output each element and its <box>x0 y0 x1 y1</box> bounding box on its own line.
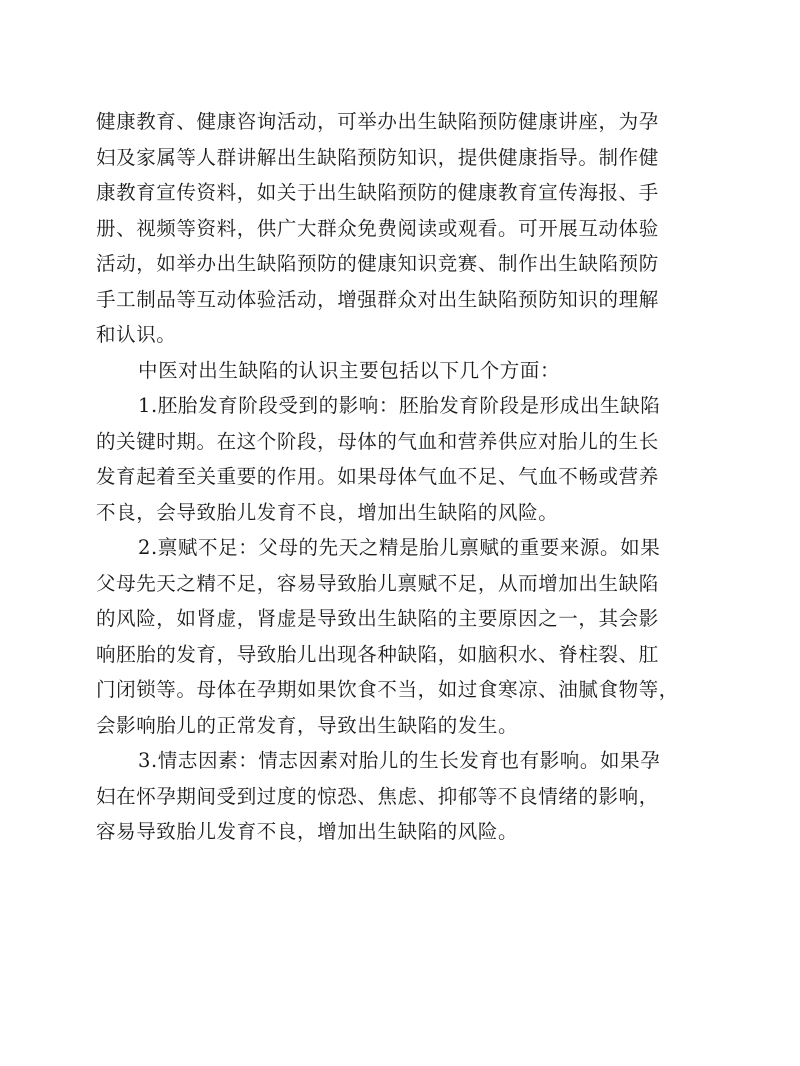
paragraph-item-3 <box>96 743 716 850</box>
text-line: 不良，会导致胎儿发育不良，增加出生缺陷的风险。 <box>96 500 559 524</box>
text-line: 健康教育、健康咨询活动，可举办出生缺陷预防健康讲座，为孕 <box>96 110 659 133</box>
text-line: 响胚胎的发育，导致胎儿出现各种缺陷，如脑积水、脊柱裂、肛 <box>96 642 659 666</box>
text-line: 中医对出生缺陷的认识主要包括以下几个方面： <box>138 358 561 382</box>
document-page <box>96 104 716 850</box>
text-line: 康教育宣传资料，如关于出生缺陷预防的健康教育宣传海报、手 <box>96 181 659 204</box>
text-line: 手工制品等互动体验活动，增强群众对出生缺陷预防知识的理解 <box>96 287 659 311</box>
text-line: 妇在怀孕期间受到过度的惊恐、焦虑、抑郁等不良情绪的影响， <box>96 784 659 808</box>
text-line: 和认识。 <box>96 323 177 346</box>
text-line: 的风险，如肾虚，肾虚是导致出生缺陷的主要原因之一，其会影 <box>96 607 659 630</box>
text-line: 发育起着至关重要的作用。如果母体气血不足、气血不畅或营养 <box>96 465 659 488</box>
paragraph-item-1 <box>96 388 716 530</box>
text-line: 父母先天之精不足，容易导致胎儿禀赋不足，从而增加出生缺陷 <box>96 571 659 595</box>
text-line: 3.情志因素：情志因素对胎儿的生长发育也有影响。如果孕 <box>138 749 661 772</box>
text-line: 容易导致胎儿发育不良，增加出生缺陷的风险。 <box>96 820 519 843</box>
text-line: 1.胚胎发育阶段受到的影响：胚胎发育阶段是形成出生缺陷 <box>138 394 661 417</box>
text-line: 会影响胎儿的正常发育，导致出生缺陷的发生。 <box>96 713 519 737</box>
text-line: 册、视频等资料，供广大群众免费阅读或观看。可开展互动体验 <box>96 216 659 240</box>
text-line: 2.禀赋不足：父母的先天之精是胎儿禀赋的重要来源。如果 <box>138 536 661 559</box>
paragraph-item-2 <box>96 530 716 743</box>
paragraph-tcm-intro <box>96 353 716 389</box>
text-line: 活动，如举办出生缺陷预防的健康知识竞赛、制作出生缺陷预防 <box>96 252 659 275</box>
text-line: 妇及家属等人群讲解出生缺陷预防知识，提供健康指导。制作健 <box>96 145 659 169</box>
text-line: 门闭锁等。母体在孕期如果饮食不当，如过食寒凉、油腻食物等， <box>96 678 679 701</box>
paragraph-health-education <box>96 104 716 353</box>
text-line: 的关键时期。在这个阶段，母体的气血和营养供应对胎儿的生长 <box>96 429 659 453</box>
